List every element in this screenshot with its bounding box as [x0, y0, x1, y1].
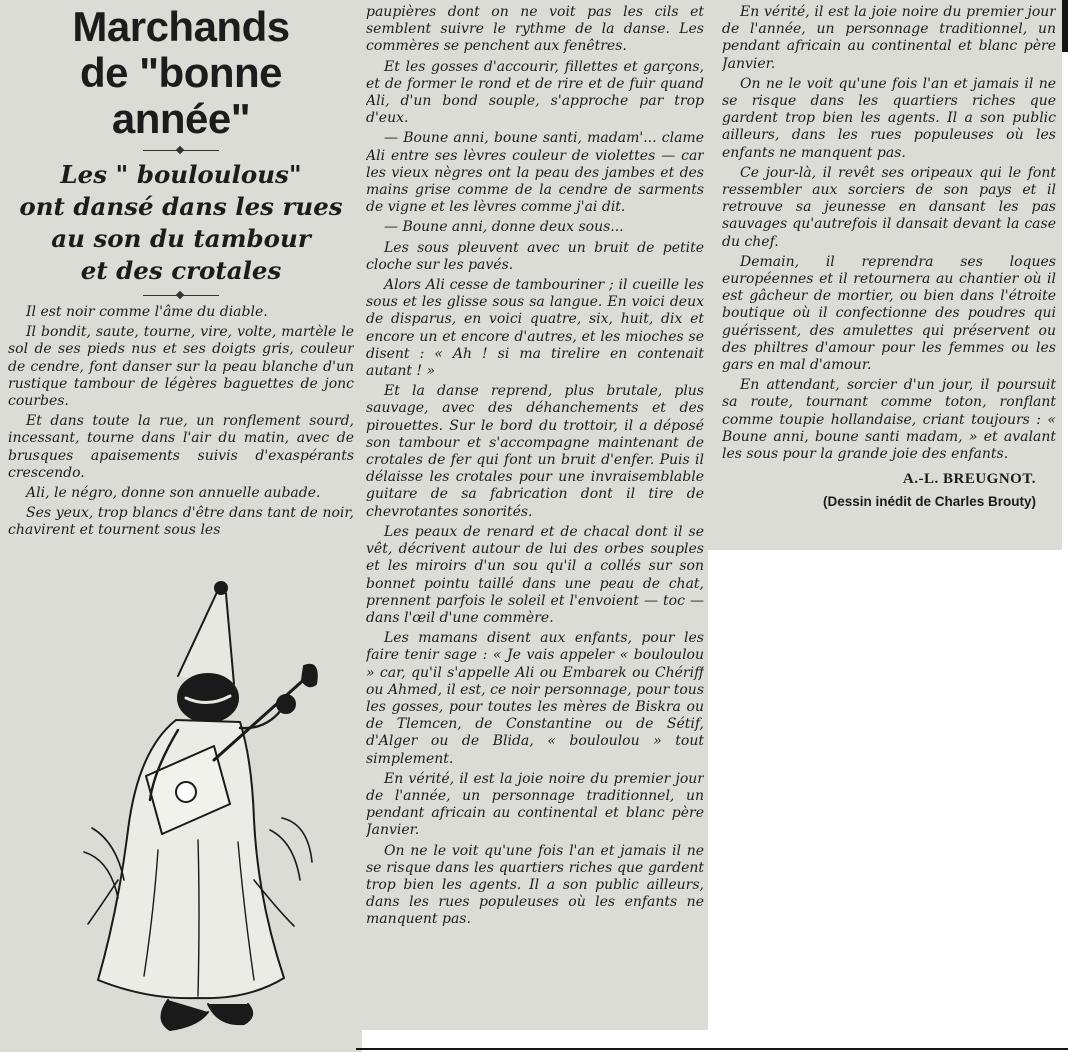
article-column-3: [706, 0, 1062, 550]
paragraph: Et les gosses d'accourir, fillettes et garçons, et de former le rond et de rire et de fuir quand Ali, d'un bond souple, s'approche par trop d'eux.: [366, 58, 704, 127]
dancer-illustration: [58, 580, 318, 1050]
subheadline-line-2: ont dansé dans les rues: [19, 192, 343, 221]
paragraph: Et la danse reprend, plus brutale, plus sauvage, avec des déhanchements et des pirouettes. Sur le bord du trottoir, il a déposé son tambour et s'accompagne maintenant de crotales de fer qui font un bruit d'enfer. Puis il délaisse les crotales pour une invraisemblable guitare de sa fabrication dont il tire de chevrotantes sonorités.: [366, 383, 704, 520]
author-signature: A.-L. BREUGNOT.: [902, 471, 1036, 488]
paragraph: Ses yeux, trop blancs d'être dans tant de noir, chavirent et tournent sous les: [8, 505, 354, 539]
paragraph: Les mamans disent aux enfants, pour les faire tenir sage : « Je vais appeler « bouloulou » car, qu'il s'appelle Ali ou Embarek ou Chériff ou Ahmed, il est, ce noir personnage, pour tous les gosses, pour toutes les mères de Biskra ou de Tlemcen, de Constantine ou de Sétif, d'Alger ou de Blida, « bouloulou » tout simplement.: [366, 630, 704, 767]
paragraph: On ne le voit qu'une fois l'an et jamais il ne se risque dans les quartiers riches que gardent trop bien les agents. Il a son public ailleurs, dans les rues populeuses où les enfants ne manquent pas.: [366, 842, 704, 928]
scan-edge: [356, 1048, 1068, 1050]
subheadline-line-4: et des crotales: [80, 256, 282, 285]
paragraph: Ali, le négro, donne son annuelle aubade.: [26, 485, 321, 502]
paragraph: paupières dont on ne voit pas les cils et semblent suivre le rythme de la danse. Les commères se penchent aux fenêtres.: [366, 4, 704, 55]
ornamental-rule: [143, 150, 219, 151]
paragraph: Alors Ali cesse de tambouriner ; il cueille les sous et les glisse sous sa langue. En voici deux de disparus, en voici quatre, six, huit, dix et encore un et encore d'autres, et les mioches se disent : « Ah ! si ma tirelire en contenait autant ! »: [366, 277, 704, 380]
paragraph: Il est noir comme l'âme du diable.: [26, 304, 268, 320]
paragraph: En attendant, sorcier d'un jour, il poursuit sa route, tournant comme toton, ronflant comme toupie hollandaise, criant toujours : « Boune anni, boune santi madam, » et avalant les sous pour la grande joie des enfants.: [722, 377, 1056, 463]
illustration-credit: (Dessin inédit de Charles Brouty): [822, 494, 1036, 510]
paragraph: — Boune anni, donne deux sous...: [384, 219, 624, 236]
paragraph: Il bondit, saute, tourne, vire, volte, martèle le sol de ses pieds nus et ses doigts gris, couleur de cendre, font danser sur la peau blanche d'un rustique tambour de légères baguettes de jonc courbes.: [8, 324, 354, 410]
article-column-2: [358, 0, 708, 1030]
headline-line-2: de "bonne année": [79, 49, 283, 142]
paragraph: Ce jour-là, il revêt ses oripeaux qui le font ressembler aux sorciers de son pays et il retrouve sa jeunesse en dansant les pas sauvages qu'autrefois il dansait devant la case du chef.: [722, 164, 1056, 250]
subheadline-line-1: Les " bouloulous": [60, 160, 302, 189]
paragraph: Les sous pleuvent avec un bruit de petite cloche sur les pavés.: [366, 239, 704, 273]
scan-edge: [1062, 0, 1068, 52]
paragraph: Les peaux de renard et de chacal dont il se vêt, décrivent autour de lui des orbes souples et les miroirs d'un sou qu'il a collés sur son bonnet pointu taillé dans une peau de chat, prennent parfois le soleil et l'envoient — toc — dans l'œil d'une commère.: [366, 523, 704, 626]
paragraph: On ne le voit qu'une fois l'an et jamais il ne se risque dans les quartiers riches que gardent trop bien les agents. Il a son public ailleurs, dans les rues populeuses où les enfants ne manquent pas.: [722, 75, 1056, 161]
paragraph: — Boune anni, boune santi, madam'... clame Ali entre ses lèvres couleur de violettes — car les vieux nègres ont la peau des jambes et des mains grise comme de la cendre de sarments de vigne et les lèvres comme j'ai dit.: [366, 130, 704, 216]
column-1-text: [8, 304, 354, 540]
headline-line-1: Marchands: [72, 4, 290, 50]
paragraph: Et dans toute la rue, un ronflement sourd, incessant, tourne dans l'air du matin, avec de brusques apaisements suivis d'exaspérants crescendo.: [8, 413, 354, 481]
ornamental-rule: [143, 295, 219, 296]
article-column-1: [0, 0, 362, 1052]
paragraph: En vérité, il est la joie noire du premier jour de l'année, un personnage traditionnel, un pendant africain au continental et blanc père Janvier.: [366, 770, 704, 839]
subheadline-line-3: au son du tambour: [51, 224, 311, 253]
subheadline: [8, 159, 354, 287]
headline: [8, 4, 354, 142]
paragraph: Demain, il reprendra ses loques européennes et il retournera au chantier où il est gâcheur de mortier, ou bien dans l'étroite boutique où il confectionne des poudres qui guérissent, des amulettes qui préservent ou des philtres d'amour pour les femmes ou les gars en mal d'amour.: [722, 253, 1056, 374]
paragraph: En vérité, il est la joie noire du premier jour de l'année, un personnage traditionnel, un pendant africain au continental et blanc père Janvier.: [722, 4, 1056, 72]
